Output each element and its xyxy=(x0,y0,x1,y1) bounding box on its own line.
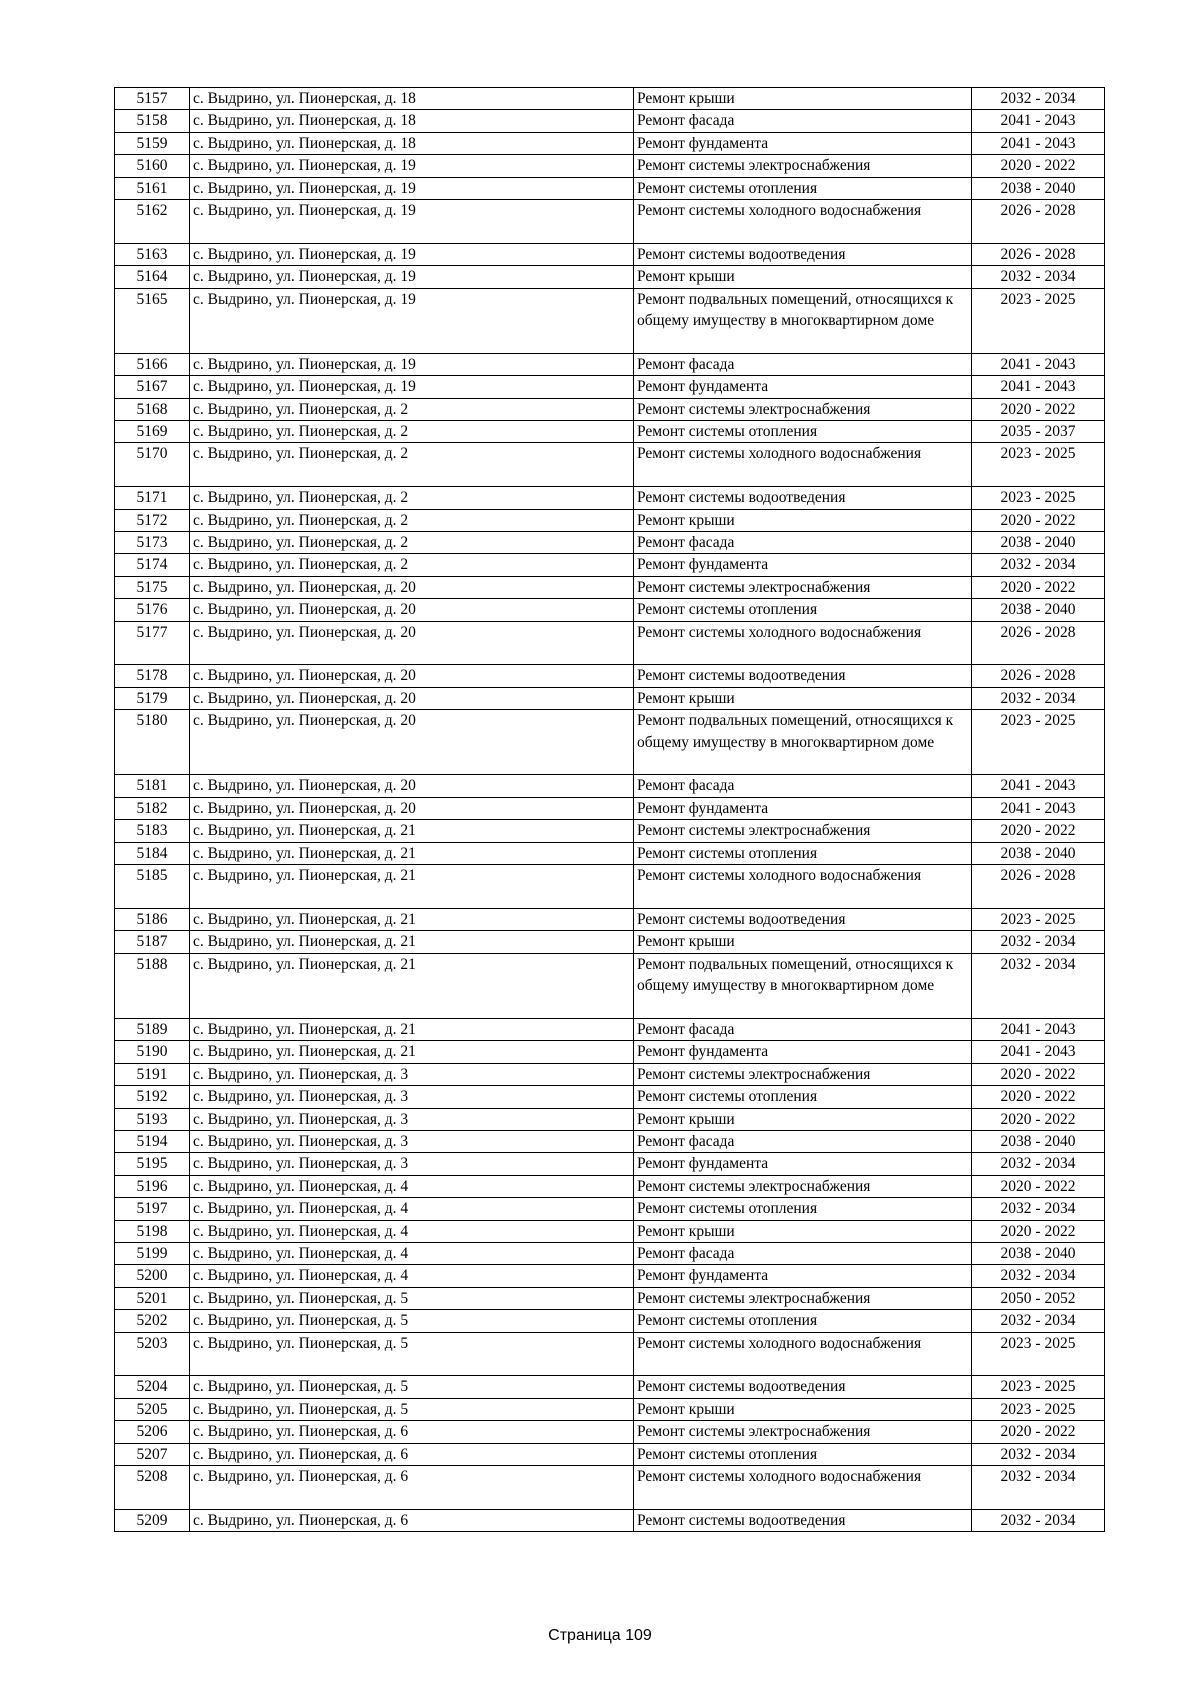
table-row xyxy=(115,1063,1105,1085)
period-cell: 2032 - 2034 xyxy=(972,687,1105,709)
address-cell: с. Выдрино, ул. Пионерская, д. 18 xyxy=(190,88,634,110)
table-row xyxy=(115,1287,1105,1309)
period-cell: 2020 - 2022 xyxy=(972,155,1105,177)
work-type-cell: Ремонт системы отопления xyxy=(634,599,972,621)
period-cell: 2020 - 2022 xyxy=(972,1063,1105,1085)
address-cell: с. Выдрино, ул. Пионерская, д. 19 xyxy=(190,200,634,244)
row-number-cell: 5177 xyxy=(115,621,190,665)
row-number-cell: 5183 xyxy=(115,820,190,842)
work-type-cell: Ремонт подвальных помещений, относящихся к общему имуществу в многоквартирном доме xyxy=(634,288,972,353)
period-cell: 2020 - 2022 xyxy=(972,1108,1105,1130)
row-number-cell: 5167 xyxy=(115,376,190,398)
row-number-cell: 5179 xyxy=(115,687,190,709)
table-row xyxy=(115,576,1105,598)
period-cell: 2026 - 2028 xyxy=(972,200,1105,244)
row-number-cell: 5173 xyxy=(115,532,190,554)
table-row xyxy=(115,266,1105,288)
work-type-cell: Ремонт системы отопления xyxy=(634,421,972,443)
row-number-cell: 5168 xyxy=(115,398,190,420)
address-cell: с. Выдрино, ул. Пионерская, д. 4 xyxy=(190,1198,634,1220)
row-number-cell: 5202 xyxy=(115,1310,190,1332)
table-row xyxy=(115,953,1105,1018)
address-cell: с. Выдрино, ул. Пионерская, д. 19 xyxy=(190,288,634,353)
work-type-cell: Ремонт фундамента xyxy=(634,554,972,576)
row-number-cell: 5158 xyxy=(115,110,190,132)
period-cell: 2032 - 2034 xyxy=(972,1265,1105,1287)
address-cell: с. Выдрино, ул. Пионерская, д. 20 xyxy=(190,599,634,621)
address-cell: с. Выдрино, ул. Пионерская, д. 2 xyxy=(190,421,634,443)
period-cell: 2023 - 2025 xyxy=(972,487,1105,509)
period-cell: 2032 - 2034 xyxy=(972,554,1105,576)
address-cell: с. Выдрино, ул. Пионерская, д. 19 xyxy=(190,243,634,265)
work-type-cell: Ремонт фундамента xyxy=(634,132,972,154)
work-type-cell: Ремонт системы электроснабжения xyxy=(634,576,972,598)
period-cell: 2020 - 2022 xyxy=(972,1086,1105,1108)
work-type-cell: Ремонт крыши xyxy=(634,266,972,288)
table-row xyxy=(115,155,1105,177)
table-row xyxy=(115,532,1105,554)
period-cell: 2023 - 2025 xyxy=(972,908,1105,930)
work-type-cell: Ремонт крыши xyxy=(634,509,972,531)
address-cell: с. Выдрино, ул. Пионерская, д. 2 xyxy=(190,554,634,576)
work-type-cell: Ремонт системы электроснабжения xyxy=(634,1287,972,1309)
row-number-cell: 5181 xyxy=(115,775,190,797)
row-number-cell: 5182 xyxy=(115,797,190,819)
period-cell: 2038 - 2040 xyxy=(972,842,1105,864)
period-cell: 2041 - 2043 xyxy=(972,797,1105,819)
address-cell: с. Выдрино, ул. Пионерская, д. 21 xyxy=(190,842,634,864)
table-row xyxy=(115,599,1105,621)
row-number-cell: 5161 xyxy=(115,177,190,199)
address-cell: с. Выдрино, ул. Пионерская, д. 21 xyxy=(190,820,634,842)
row-number-cell: 5204 xyxy=(115,1376,190,1398)
address-cell: с. Выдрино, ул. Пионерская, д. 5 xyxy=(190,1398,634,1420)
row-number-cell: 5178 xyxy=(115,665,190,687)
table-row xyxy=(115,110,1105,132)
table-row xyxy=(115,509,1105,531)
row-number-cell: 5207 xyxy=(115,1443,190,1465)
row-number-cell: 5175 xyxy=(115,576,190,598)
work-type-cell: Ремонт системы электроснабжения xyxy=(634,398,972,420)
period-cell: 2032 - 2034 xyxy=(972,1153,1105,1175)
row-number-cell: 5157 xyxy=(115,88,190,110)
period-cell: 2020 - 2022 xyxy=(972,1220,1105,1242)
work-type-cell: Ремонт системы водоотведения xyxy=(634,1376,972,1398)
address-cell: с. Выдрино, ул. Пионерская, д. 2 xyxy=(190,398,634,420)
table-row xyxy=(115,132,1105,154)
period-cell: 2032 - 2034 xyxy=(972,953,1105,1018)
address-cell: с. Выдрино, ул. Пионерская, д. 20 xyxy=(190,710,634,775)
table-row xyxy=(115,1220,1105,1242)
work-type-cell: Ремонт системы отопления xyxy=(634,1310,972,1332)
work-type-cell: Ремонт системы электроснабжения xyxy=(634,1421,972,1443)
period-cell: 2032 - 2034 xyxy=(972,1443,1105,1465)
address-cell: с. Выдрино, ул. Пионерская, д. 20 xyxy=(190,621,634,665)
period-cell: 2032 - 2034 xyxy=(972,1466,1105,1510)
period-cell: 2038 - 2040 xyxy=(972,177,1105,199)
row-number-cell: 5187 xyxy=(115,931,190,953)
address-cell: с. Выдрино, ул. Пионерская, д. 18 xyxy=(190,110,634,132)
table-row xyxy=(115,421,1105,443)
address-cell: с. Выдрино, ул. Пионерская, д. 5 xyxy=(190,1332,634,1376)
page-number: Страница 109 xyxy=(548,1627,652,1644)
table-row xyxy=(115,443,1105,487)
work-type-cell: Ремонт фасада xyxy=(634,110,972,132)
row-number-cell: 5206 xyxy=(115,1421,190,1443)
period-cell: 2038 - 2040 xyxy=(972,1130,1105,1152)
table-row xyxy=(115,710,1105,775)
table-row xyxy=(115,177,1105,199)
table-row xyxy=(115,554,1105,576)
row-number-cell: 5170 xyxy=(115,443,190,487)
table-row xyxy=(115,1153,1105,1175)
address-cell: с. Выдрино, ул. Пионерская, д. 19 xyxy=(190,266,634,288)
row-number-cell: 5165 xyxy=(115,288,190,353)
table-row xyxy=(115,88,1105,110)
address-cell: с. Выдрино, ул. Пионерская, д. 19 xyxy=(190,177,634,199)
table-row xyxy=(115,1332,1105,1376)
address-cell: с. Выдрино, ул. Пионерская, д. 20 xyxy=(190,797,634,819)
period-cell: 2020 - 2022 xyxy=(972,398,1105,420)
row-number-cell: 5198 xyxy=(115,1220,190,1242)
table-row xyxy=(115,1175,1105,1197)
work-type-cell: Ремонт системы холодного водоснабжения xyxy=(634,1466,972,1510)
address-cell: с. Выдрино, ул. Пионерская, д. 20 xyxy=(190,687,634,709)
period-cell: 2032 - 2034 xyxy=(972,931,1105,953)
address-cell: с. Выдрино, ул. Пионерская, д. 21 xyxy=(190,1041,634,1063)
work-type-cell: Ремонт системы электроснабжения xyxy=(634,1063,972,1085)
row-number-cell: 5160 xyxy=(115,155,190,177)
row-number-cell: 5174 xyxy=(115,554,190,576)
table-row xyxy=(115,1466,1105,1510)
row-number-cell: 5201 xyxy=(115,1287,190,1309)
period-cell: 2020 - 2022 xyxy=(972,1175,1105,1197)
row-number-cell: 5208 xyxy=(115,1466,190,1510)
address-cell: с. Выдрино, ул. Пионерская, д. 2 xyxy=(190,509,634,531)
work-type-cell: Ремонт системы холодного водоснабжения xyxy=(634,200,972,244)
work-type-cell: Ремонт системы водоотведения xyxy=(634,243,972,265)
address-cell: с. Выдрино, ул. Пионерская, д. 20 xyxy=(190,576,634,598)
work-type-cell: Ремонт фасада xyxy=(634,353,972,375)
address-cell: с. Выдрино, ул. Пионерская, д. 20 xyxy=(190,775,634,797)
row-number-cell: 5205 xyxy=(115,1398,190,1420)
table-row xyxy=(115,353,1105,375)
address-cell: с. Выдрино, ул. Пионерская, д. 3 xyxy=(190,1086,634,1108)
table-row xyxy=(115,865,1105,909)
address-cell: с. Выдрино, ул. Пионерская, д. 6 xyxy=(190,1443,634,1465)
work-type-cell: Ремонт системы отопления xyxy=(634,842,972,864)
work-type-cell: Ремонт фундамента xyxy=(634,376,972,398)
period-cell: 2023 - 2025 xyxy=(972,1398,1105,1420)
table-row xyxy=(115,200,1105,244)
period-cell: 2020 - 2022 xyxy=(972,1421,1105,1443)
work-type-cell: Ремонт системы водоотведения xyxy=(634,487,972,509)
table-row xyxy=(115,1198,1105,1220)
work-type-cell: Ремонт фасада xyxy=(634,532,972,554)
work-type-cell: Ремонт системы электроснабжения xyxy=(634,155,972,177)
address-cell: с. Выдрино, ул. Пионерская, д. 3 xyxy=(190,1063,634,1085)
address-cell: с. Выдрино, ул. Пионерская, д. 2 xyxy=(190,487,634,509)
address-cell: с. Выдрино, ул. Пионерская, д. 6 xyxy=(190,1509,634,1531)
period-cell: 2023 - 2025 xyxy=(972,443,1105,487)
period-cell: 2023 - 2025 xyxy=(972,1376,1105,1398)
period-cell: 2032 - 2034 xyxy=(972,1310,1105,1332)
period-cell: 2041 - 2043 xyxy=(972,353,1105,375)
period-cell: 2026 - 2028 xyxy=(972,865,1105,909)
table-row xyxy=(115,797,1105,819)
period-cell: 2023 - 2025 xyxy=(972,1332,1105,1376)
address-cell: с. Выдрино, ул. Пионерская, д. 2 xyxy=(190,532,634,554)
work-type-cell: Ремонт крыши xyxy=(634,1220,972,1242)
address-cell: с. Выдрино, ул. Пионерская, д. 21 xyxy=(190,931,634,953)
table-row xyxy=(115,1443,1105,1465)
row-number-cell: 5191 xyxy=(115,1063,190,1085)
address-cell: с. Выдрино, ул. Пионерская, д. 21 xyxy=(190,908,634,930)
table-body xyxy=(115,88,1105,1532)
address-cell: с. Выдрино, ул. Пионерская, д. 5 xyxy=(190,1376,634,1398)
address-cell: с. Выдрино, ул. Пионерская, д. 21 xyxy=(190,953,634,1018)
period-cell: 2050 - 2052 xyxy=(972,1287,1105,1309)
period-cell: 2032 - 2034 xyxy=(972,88,1105,110)
address-cell: с. Выдрино, ул. Пионерская, д. 3 xyxy=(190,1153,634,1175)
table-row xyxy=(115,1509,1105,1531)
row-number-cell: 5190 xyxy=(115,1041,190,1063)
address-cell: с. Выдрино, ул. Пионерская, д. 2 xyxy=(190,443,634,487)
address-cell: с. Выдрино, ул. Пионерская, д. 19 xyxy=(190,353,634,375)
row-number-cell: 5188 xyxy=(115,953,190,1018)
table-row xyxy=(115,376,1105,398)
address-cell: с. Выдрино, ул. Пионерская, д. 19 xyxy=(190,155,634,177)
row-number-cell: 5176 xyxy=(115,599,190,621)
period-cell: 2020 - 2022 xyxy=(972,509,1105,531)
row-number-cell: 5194 xyxy=(115,1130,190,1152)
address-cell: с. Выдрино, ул. Пионерская, д. 21 xyxy=(190,1018,634,1040)
row-number-cell: 5169 xyxy=(115,421,190,443)
table-row xyxy=(115,665,1105,687)
row-number-cell: 5189 xyxy=(115,1018,190,1040)
period-cell: 2026 - 2028 xyxy=(972,621,1105,665)
row-number-cell: 5196 xyxy=(115,1175,190,1197)
work-type-cell: Ремонт системы отопления xyxy=(634,177,972,199)
period-cell: 2026 - 2028 xyxy=(972,243,1105,265)
table-row xyxy=(115,1018,1105,1040)
row-number-cell: 5192 xyxy=(115,1086,190,1108)
row-number-cell: 5193 xyxy=(115,1108,190,1130)
address-cell: с. Выдрино, ул. Пионерская, д. 6 xyxy=(190,1466,634,1510)
row-number-cell: 5171 xyxy=(115,487,190,509)
work-type-cell: Ремонт системы отопления xyxy=(634,1086,972,1108)
work-type-cell: Ремонт системы отопления xyxy=(634,1443,972,1465)
work-type-cell: Ремонт фасада xyxy=(634,1130,972,1152)
work-type-cell: Ремонт фасада xyxy=(634,775,972,797)
period-cell: 2035 - 2037 xyxy=(972,421,1105,443)
address-cell: с. Выдрино, ул. Пионерская, д. 3 xyxy=(190,1108,634,1130)
row-number-cell: 5159 xyxy=(115,132,190,154)
address-cell: с. Выдрино, ул. Пионерская, д. 4 xyxy=(190,1175,634,1197)
table-row xyxy=(115,1108,1105,1130)
period-cell: 2032 - 2034 xyxy=(972,266,1105,288)
row-number-cell: 5184 xyxy=(115,842,190,864)
row-number-cell: 5180 xyxy=(115,710,190,775)
table-row xyxy=(115,621,1105,665)
work-type-cell: Ремонт системы холодного водоснабжения xyxy=(634,1332,972,1376)
period-cell: 2041 - 2043 xyxy=(972,110,1105,132)
table-row xyxy=(115,1086,1105,1108)
period-cell: 2020 - 2022 xyxy=(972,576,1105,598)
table-row xyxy=(115,775,1105,797)
row-number-cell: 5172 xyxy=(115,509,190,531)
row-number-cell: 5197 xyxy=(115,1198,190,1220)
work-type-cell: Ремонт подвальных помещений, относящихся к общему имуществу в многоквартирном доме xyxy=(634,953,972,1018)
table-row xyxy=(115,1242,1105,1264)
period-cell: 2023 - 2025 xyxy=(972,288,1105,353)
work-type-cell: Ремонт фундамента xyxy=(634,797,972,819)
period-cell: 2041 - 2043 xyxy=(972,1018,1105,1040)
table-row xyxy=(115,931,1105,953)
row-number-cell: 5209 xyxy=(115,1509,190,1531)
row-number-cell: 5199 xyxy=(115,1242,190,1264)
table-row xyxy=(115,1265,1105,1287)
table-row xyxy=(115,487,1105,509)
period-cell: 2023 - 2025 xyxy=(972,710,1105,775)
work-type-cell: Ремонт крыши xyxy=(634,1108,972,1130)
row-number-cell: 5195 xyxy=(115,1153,190,1175)
work-type-cell: Ремонт подвальных помещений, относящихся к общему имуществу в многоквартирном доме xyxy=(634,710,972,775)
work-type-cell: Ремонт крыши xyxy=(634,88,972,110)
period-cell: 2041 - 2043 xyxy=(972,376,1105,398)
work-type-cell: Ремонт системы отопления xyxy=(634,1198,972,1220)
table-row xyxy=(115,1421,1105,1443)
work-type-cell: Ремонт фундамента xyxy=(634,1265,972,1287)
table-row xyxy=(115,842,1105,864)
address-cell: с. Выдрино, ул. Пионерская, д. 5 xyxy=(190,1310,634,1332)
work-type-cell: Ремонт фундамента xyxy=(634,1041,972,1063)
row-number-cell: 5203 xyxy=(115,1332,190,1376)
table-row xyxy=(115,288,1105,353)
table-row xyxy=(115,687,1105,709)
table-row xyxy=(115,1130,1105,1152)
period-cell: 2041 - 2043 xyxy=(972,775,1105,797)
row-number-cell: 5164 xyxy=(115,266,190,288)
table-row xyxy=(115,243,1105,265)
row-number-cell: 5166 xyxy=(115,353,190,375)
period-cell: 2038 - 2040 xyxy=(972,532,1105,554)
address-cell: с. Выдрино, ул. Пионерская, д. 21 xyxy=(190,865,634,909)
table-row xyxy=(115,1376,1105,1398)
period-cell: 2041 - 2043 xyxy=(972,132,1105,154)
table-row xyxy=(115,1310,1105,1332)
work-type-cell: Ремонт фасада xyxy=(634,1018,972,1040)
period-cell: 2032 - 2034 xyxy=(972,1198,1105,1220)
work-type-cell: Ремонт системы электроснабжения xyxy=(634,820,972,842)
work-type-cell: Ремонт крыши xyxy=(634,931,972,953)
work-type-cell: Ремонт системы водоотведения xyxy=(634,665,972,687)
work-type-cell: Ремонт фундамента xyxy=(634,1153,972,1175)
address-cell: с. Выдрино, ул. Пионерская, д. 3 xyxy=(190,1130,634,1152)
row-number-cell: 5162 xyxy=(115,200,190,244)
row-number-cell: 5200 xyxy=(115,1265,190,1287)
table-row xyxy=(115,908,1105,930)
period-cell: 2041 - 2043 xyxy=(972,1041,1105,1063)
table-row xyxy=(115,820,1105,842)
table-row xyxy=(115,1041,1105,1063)
table-row xyxy=(115,398,1105,420)
address-cell: с. Выдрино, ул. Пионерская, д. 4 xyxy=(190,1242,634,1264)
work-type-cell: Ремонт системы водоотведения xyxy=(634,1509,972,1531)
work-type-cell: Ремонт системы холодного водоснабжения xyxy=(634,865,972,909)
period-cell: 2026 - 2028 xyxy=(972,665,1105,687)
period-cell: 2032 - 2034 xyxy=(972,1509,1105,1531)
period-cell: 2038 - 2040 xyxy=(972,599,1105,621)
row-number-cell: 5186 xyxy=(115,908,190,930)
repair-schedule-table xyxy=(114,87,1105,1532)
work-type-cell: Ремонт крыши xyxy=(634,1398,972,1420)
table-row xyxy=(115,1398,1105,1420)
row-number-cell: 5163 xyxy=(115,243,190,265)
address-cell: с. Выдрино, ул. Пионерская, д. 4 xyxy=(190,1220,634,1242)
address-cell: с. Выдрино, ул. Пионерская, д. 18 xyxy=(190,132,634,154)
work-type-cell: Ремонт системы электроснабжения xyxy=(634,1175,972,1197)
work-type-cell: Ремонт крыши xyxy=(634,687,972,709)
work-type-cell: Ремонт фасада xyxy=(634,1242,972,1264)
address-cell: с. Выдрино, ул. Пионерская, д. 5 xyxy=(190,1287,634,1309)
address-cell: с. Выдрино, ул. Пионерская, д. 20 xyxy=(190,665,634,687)
work-type-cell: Ремонт системы водоотведения xyxy=(634,908,972,930)
address-cell: с. Выдрино, ул. Пионерская, д. 19 xyxy=(190,376,634,398)
address-cell: с. Выдрино, ул. Пионерская, д. 6 xyxy=(190,1421,634,1443)
work-type-cell: Ремонт системы холодного водоснабжения xyxy=(634,443,972,487)
period-cell: 2020 - 2022 xyxy=(972,820,1105,842)
period-cell: 2038 - 2040 xyxy=(972,1242,1105,1264)
work-type-cell: Ремонт системы холодного водоснабжения xyxy=(634,621,972,665)
row-number-cell: 5185 xyxy=(115,865,190,909)
address-cell: с. Выдрино, ул. Пионерская, д. 4 xyxy=(190,1265,634,1287)
